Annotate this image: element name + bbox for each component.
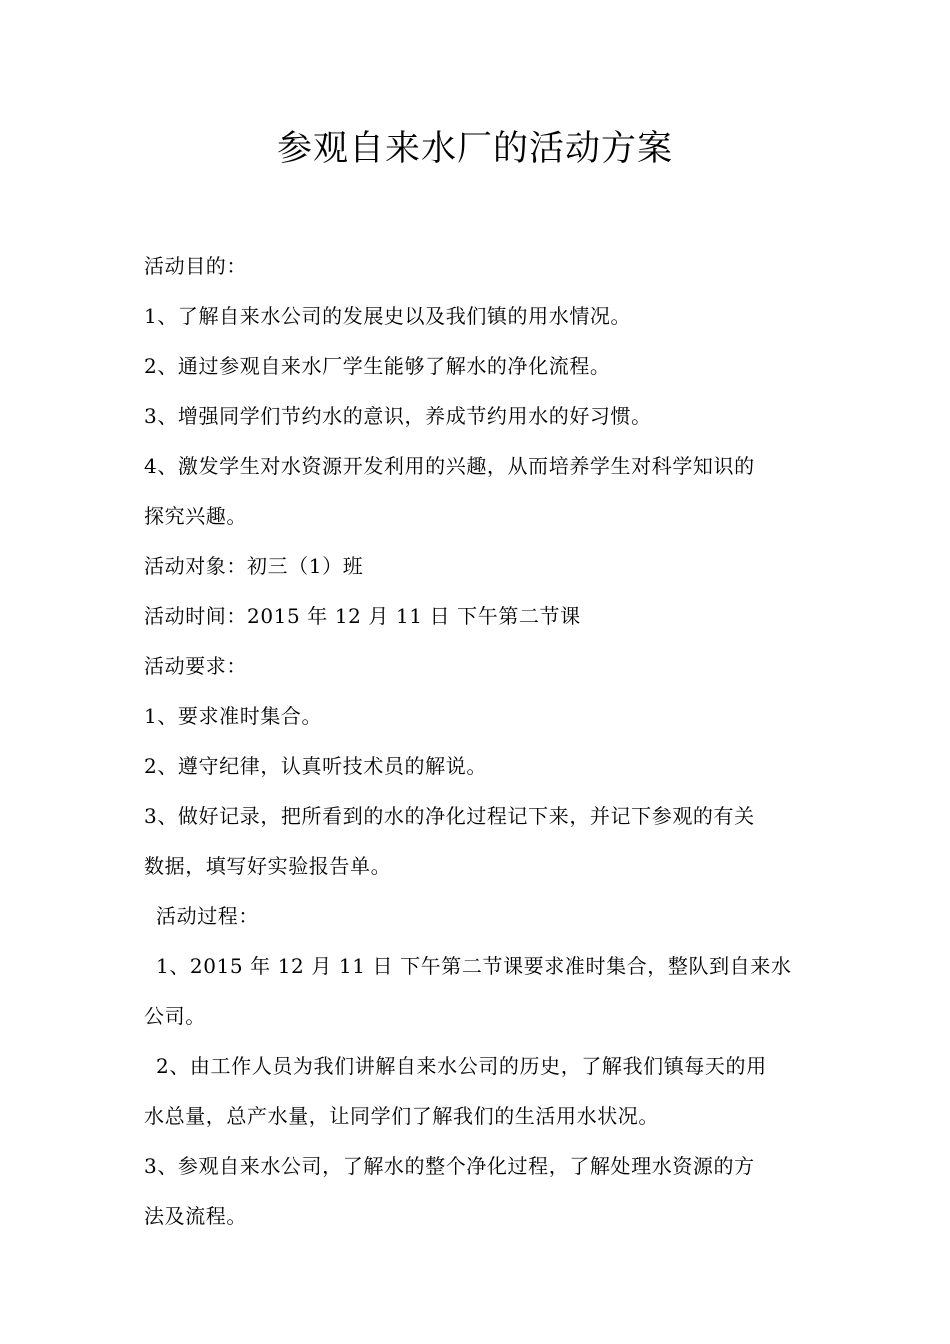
text-line: 2、遵守纪律，认真听技术员的解说。 xyxy=(144,754,487,778)
text-line: 2、通过参观自来水厂学生能够了解水的净化流程。 xyxy=(144,354,611,378)
text-line: 活动过程： xyxy=(156,904,259,928)
text-line: 活动时间：2015 年 12 月 11 日 下午第二节课 xyxy=(144,604,581,628)
text-line: 3、增强同学们节约水的意识，养成节约用水的好习惯。 xyxy=(144,404,652,428)
text-line: 3、做好记录，把所看到的水的净化过程记下来，并记下参观的有关 xyxy=(144,804,755,828)
document-body xyxy=(144,241,814,1241)
text-line: 水总量，总产水量，让同学们了解我们的生活用水状况。 xyxy=(144,1104,659,1128)
text-line: 2、由工作人员为我们讲解自来水公司的历史，了解我们镇每天的用 xyxy=(156,1054,767,1078)
text-line: 数据，填写好实验报告单。 xyxy=(144,854,392,878)
text-line: 3、参观自来水公司，了解水的整个净化过程，了解处理水资源的方 xyxy=(144,1154,755,1178)
text-line: 活动要求： xyxy=(144,654,247,678)
text-line: 法及流程。 xyxy=(144,1204,247,1228)
text-line: 活动目的： xyxy=(144,254,247,278)
text-line: 1、要求准时集合。 xyxy=(144,704,323,728)
text-line: 活动对象：初三（1）班 xyxy=(144,554,364,578)
document-title: 参观自来水厂的活动方案 xyxy=(276,129,673,169)
text-line: 探究兴趣。 xyxy=(144,504,247,528)
text-line: 1、2015 年 12 月 11 日 下午第二节课要求准时集合，整队到自来水 xyxy=(156,954,792,978)
text-line: 1、了解自来水公司的发展史以及我们镇的用水情况。 xyxy=(144,304,632,328)
text-line: 公司。 xyxy=(144,1004,206,1028)
text-line: 4、激发学生对水资源开发利用的兴趣，从而培养学生对科学知识的 xyxy=(144,454,755,478)
